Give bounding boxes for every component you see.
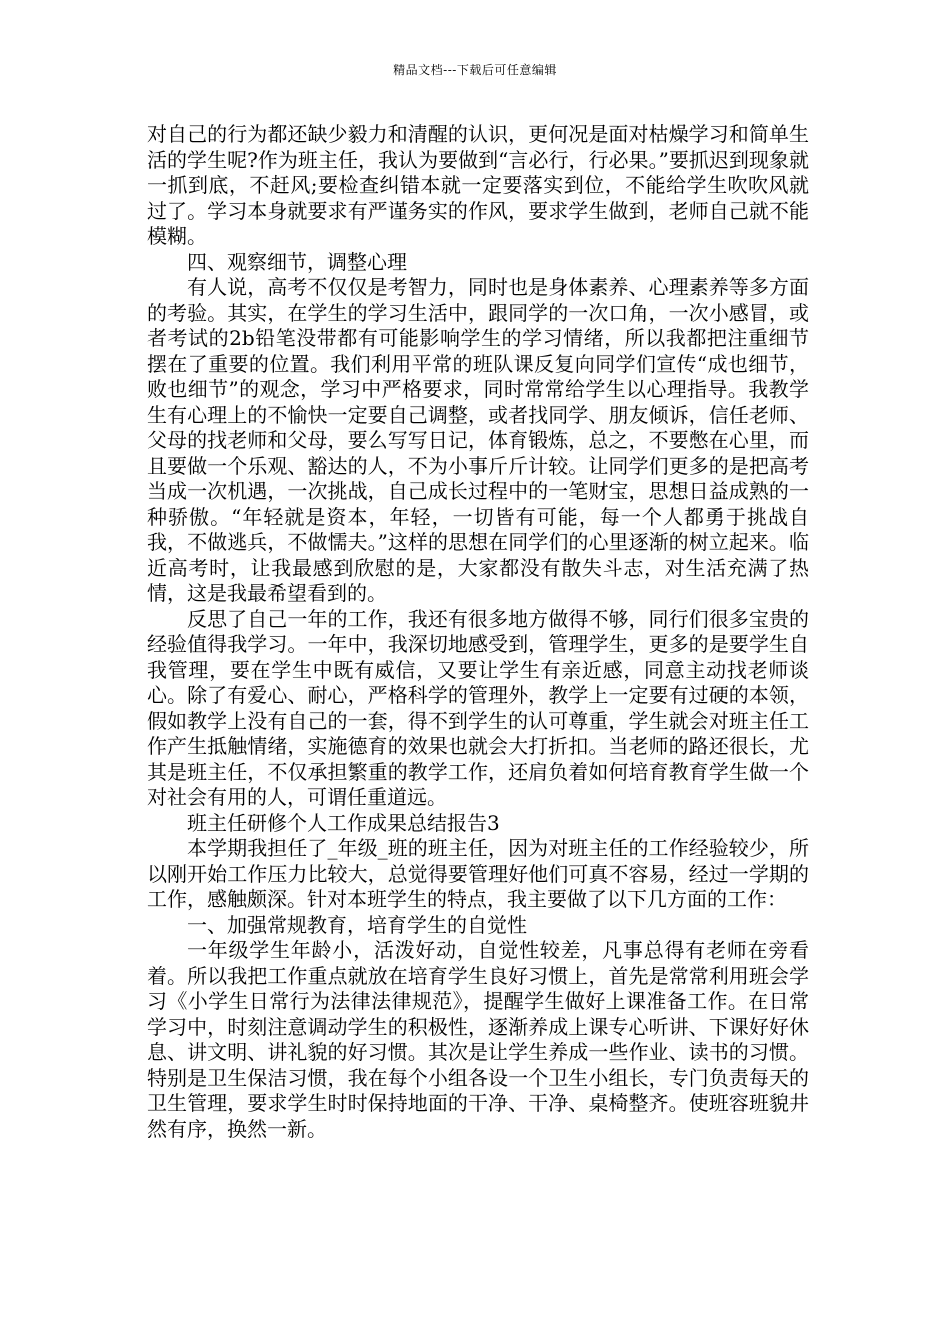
paragraph-intro: 本学期我担任了_年级_班的班主任，因为对班主任的工作经验较少，所以刚开始工作压力比较大，总觉得要管理好他们可真不容易，经过一学期的工作，感触颇深。针对本班学生的特点，我主要做了以下几方面的工作： — [147, 836, 809, 911]
paragraph-habits: 一年级学生年龄小，活泼好动，自觉性较差，凡事总得有老师在旁看着。所以我把工作重点就放在培育学生良好习惯上，首先是常常利用班会学习《小学生日常行为法律法律规范》，提醒学生做好上课准备工作。在日常学习中，时刻注意调动学生的积极性，逐渐养成上课专心听讲、下课好好休息、讲文明、讲礼貌的好习惯。其次是让学生养成一些作业、读书的习惯。特别是卫生保洁习惯，我在每个小组各设一个卫生小组长，专门负责每天的卫生管理，要求学生时时保持地面的干净、干净、桌椅整齐。使班容班貌井然有序，换然一新。 — [147, 938, 809, 1141]
page-header: 精品文档---下载后可任意编辑 — [393, 63, 557, 77]
paragraph-details: 有人说，高考不仅仅是考智力，同时也是身体素养、心理素养等多方面的考验。其实，在学生的学习生活中，跟同学的一次口角，一次小感冒，或者考试的2b铅笔没带都有可能影响学生的学习情绪，所以我都把注重细节摆在了重要的位置。我们利用平常的班队课反复向同学们宣传“成也细节，败也细节”的观念，学习中严格要求，同时常常给学生以心理指导。我教学生有心理上的不愉快一定要自己调整，或者找同学、朋友倾诉，信任老师、父母的找老师和父母，要么写写日记，体育锻炼，总之，不要憋在心里，而且要做一个乐观、豁达的人，不为小事斤斤计较。让同学们更多的是把高考当成一次机遇，一次挑战，自己成长过程中的一笔财宝，思想日益成熟的一种骄傲。“年轻就是资本，年轻，一切皆有可能，每一个人都勇于挑战自我，不做逃兵，不做懦夫。”这样的思想在同学们的心里逐渐的树立起来。临近高考时，让我最感到欣慰的是，大家都没有散失斗志，对生活充满了热情，这是我最希望看到的。 — [147, 275, 809, 605]
report-title: 班主任研修个人工作成果总结报告3 — [187, 810, 500, 835]
paragraph-continuation: 对自己的行为都还缺少毅力和清醒的认识，更何况是面对枯燥学习和简单生活的学生呢?作为班主任，我认为要做到“言必行，行必果。”要抓迟到现象就一抓到底，不赶风;要检查纠错本就一定要落实到位，不能给学生吹吹风就过了。学习本身就要求有严谨务实的作风，要求学生做到，老师自己就不能模糊。 — [147, 122, 809, 248]
section-heading-observe-details: 四、观察细节，调整心理 — [187, 249, 407, 274]
document-body — [147, 122, 809, 1142]
paragraph-reflection: 反思了自己一年的工作，我还有很多地方做得不够，同行们很多宝贵的经验值得我学习。一年中，我深切地感受到，管理学生，更多的是要学生自我管理，要在学生中既有威信，又要让学生有亲近感，同意主动找老师谈心。除了有爱心、耐心，严格科学的管理外，教学上一定要有过硬的本领，假如教学上没有自己的一套，得不到学生的认可尊重，学生就会对班主任工作产生抵触情绪，实施德育的效果也就会大打折扣。当老师的路还很长，尤其是班主任，不仅承担繁重的教学工作，还肩负着如何培育教育学生做一个对社会有用的人，可谓任重道远。 — [147, 606, 809, 809]
section-heading-routine-education: 一、加强常规教育，培育学生的自觉性 — [187, 912, 527, 937]
